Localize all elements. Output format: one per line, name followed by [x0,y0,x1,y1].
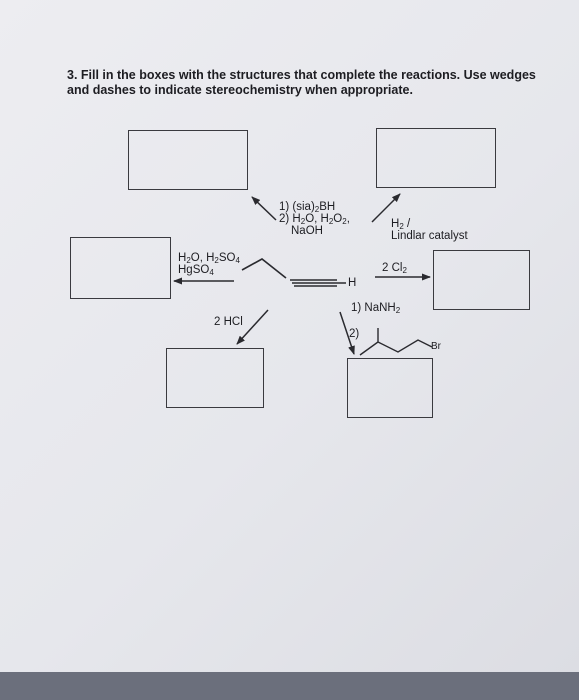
reagent-lindlar: $H_2$ / Lindlar catalyst [391,218,468,242]
question-line-2: and dashes to indicate stereochemistry when appropriate. [67,83,413,97]
reagent-chlorination: 2 $Cl_2$ [382,262,407,275]
molecule-zigzag [242,259,286,278]
bottom-bar [0,672,579,700]
reagent-hcl: 2 HCl [214,316,243,328]
reagent-hydration: $H_2O$, $H_2SO_4$ HgSO$_4$ [178,252,240,277]
arrow-hydroboration [252,197,276,220]
question-line-1: 3. Fill in the boxes with the structures that complete the reactions. Use wedges [67,68,536,82]
reagent-alkylation-step2: 2) [349,328,360,340]
reagent-hydroboration: 1) $(sia)_2BH$ 2) $H_2O$, $H_2O_2$, NaOH [279,201,350,237]
bromide-zigzag [360,328,432,355]
terminal-hydrogen: H [348,277,357,289]
bromide-atom: Br [431,341,441,352]
reagent-alkylation-step1: 1) NaNH$_2$ [351,302,401,315]
